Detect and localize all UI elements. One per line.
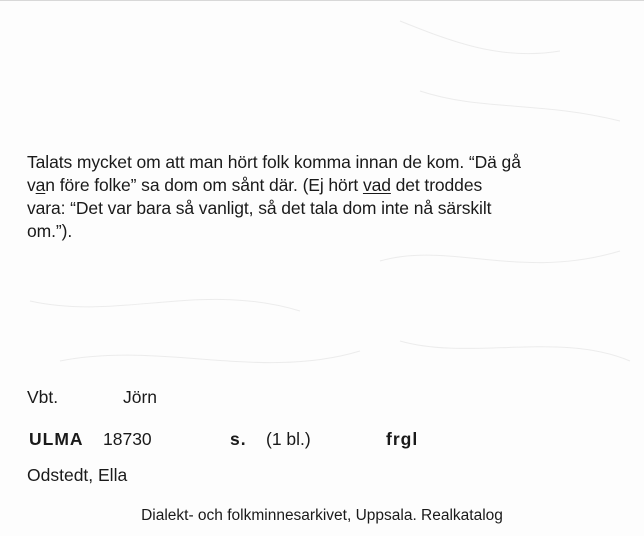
page-marker: s.	[230, 429, 247, 449]
body-line-3	[27, 197, 627, 220]
body-text-segment: Talats mycket om att man hört folk komma innan de kom. “Dä gå	[27, 152, 521, 172]
body-text-segment: om.”).	[27, 221, 73, 241]
archive-footer: Dialekt- och folkminnesarkivet, Uppsala. Realkatalog	[141, 507, 503, 524]
paper-texture	[0, 1, 644, 536]
underlined-letter: a	[35, 175, 46, 195]
body-text-segment: v	[27, 175, 36, 195]
category-code: frgl	[386, 429, 419, 449]
archive-code: ULMA	[29, 429, 84, 449]
body-line-1	[27, 151, 627, 174]
body-text-segment: det troddes	[390, 175, 483, 195]
informant-name: Odstedt, Ella	[27, 465, 128, 485]
underlined-word: vad	[362, 175, 391, 195]
card-body-text	[27, 151, 627, 243]
body-line-2	[27, 174, 627, 197]
parish: Jörn	[123, 387, 158, 407]
body-text-segment: n före folke” sa dom om sånt där. (Ej hört	[45, 175, 363, 195]
archive-number: 18730	[103, 429, 152, 449]
page-count: (1 bl.)	[266, 429, 311, 449]
body-text-segment: vara: “Det var bara så vanligt, så det tala dom inte nå särskilt	[27, 198, 492, 218]
province: Vbt.	[27, 387, 59, 407]
body-line-4	[27, 220, 627, 243]
